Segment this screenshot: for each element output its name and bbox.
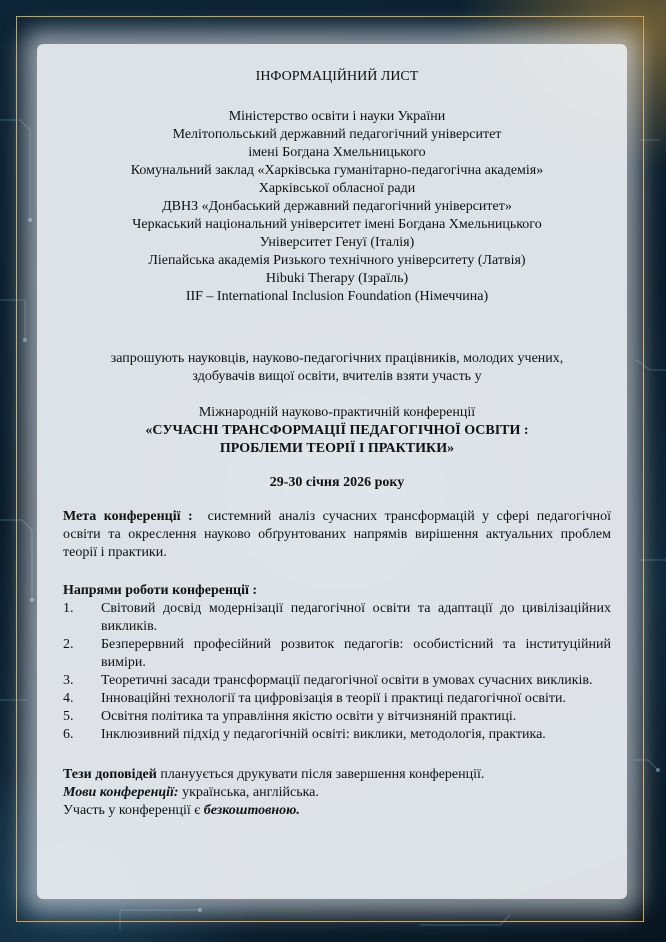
organizer-line: Ліепайська академія Ризького технічного університету (Латвія) bbox=[148, 253, 526, 268]
organizer-line: Черкаський національний університет імені Богдана Хмельницького bbox=[132, 217, 542, 232]
organizer-line: Комунальний заклад «Харківська гуманітарно-педагогічна академія» bbox=[130, 163, 544, 178]
participation-free: безкоштовною. bbox=[203, 803, 300, 818]
direction-text: Інноваційні технології та цифровізація в теорії і практиці педагогічної освіти. bbox=[101, 691, 567, 706]
organizer-line: Університет Генуї (Італія) bbox=[259, 235, 415, 250]
organizer-line: Мелітопольський державний педагогічний університет bbox=[172, 127, 502, 142]
direction-item bbox=[63, 672, 611, 690]
direction-number: 6. bbox=[63, 727, 74, 742]
direction-item bbox=[63, 690, 611, 708]
directions-title: Напрями роботи конференції : bbox=[63, 583, 258, 598]
languages-label: Мови конференції: bbox=[63, 785, 179, 800]
page-title: ІНФОРМАЦІЙНИЙ ЛИСТ bbox=[255, 69, 419, 84]
direction-text: Теоретичні засади трансформації педагогічної освіти в умовах сучасних викликів. bbox=[101, 673, 593, 688]
languages-note bbox=[63, 784, 611, 802]
organizer-line: Міністерство освіти і науки України bbox=[228, 109, 446, 124]
direction-item bbox=[63, 600, 611, 636]
direction-text: Інклюзивний підхід у педагогічній освіті: виклики, методологія, практика. bbox=[101, 727, 546, 742]
conference-name: ПРОБЛЕМИ ТЕОРІЇ І ПРАКТИКИ» bbox=[219, 441, 455, 456]
goal-label: Мета конференції : bbox=[63, 509, 193, 524]
direction-text: Безперервний професійний розвиток педагогів: особистісний та інституційний виміри. bbox=[101, 637, 611, 670]
conference-goal bbox=[63, 508, 611, 562]
direction-item bbox=[63, 708, 611, 726]
organizer-line: Харківської обласної ради bbox=[258, 181, 416, 196]
invitation-line: здобувачів вищої освіти, вчителів взяти участь у bbox=[192, 369, 482, 384]
participation-text: Участь у конференції є bbox=[63, 803, 204, 818]
organizers-list bbox=[63, 108, 611, 306]
goal-text: системний аналіз сучасних трансформацій у сфері педагогічної освіти та окреслення науково обґрунтованих напрямів вирішення актуальних проблем теорії і практики. bbox=[63, 509, 612, 560]
organizer-line: ДВНЗ «Донбаський державний педагогічний університет» bbox=[162, 199, 512, 214]
direction-item bbox=[63, 636, 611, 672]
organizer-line: Hibuki Therapy (Ізраїль) bbox=[265, 271, 409, 286]
direction-number: 3. bbox=[63, 673, 74, 688]
participation-note bbox=[63, 802, 611, 820]
direction-number: 2. bbox=[63, 637, 74, 652]
direction-text: Світовий досвід модернізації педагогічної освіти та адаптації до цивілізаційних викликів. bbox=[101, 601, 611, 634]
direction-number: 1. bbox=[63, 601, 74, 616]
invitation bbox=[63, 350, 611, 386]
direction-number: 4. bbox=[63, 691, 74, 706]
organizer-line: імені Богдана Хмельницького bbox=[248, 145, 426, 160]
theses-note bbox=[63, 766, 611, 784]
conference-name: «СУЧАСНІ ТРАНСФОРМАЦІЇ ПЕДАГОГІЧНОЇ ОСВІТИ : bbox=[145, 423, 529, 438]
invitation-line: запрошують науковців, науково-педагогічних працівників, молодих учених, bbox=[110, 351, 564, 366]
languages-text: українська, англійська. bbox=[178, 785, 319, 800]
directions-list bbox=[63, 600, 611, 744]
letter-content bbox=[63, 60, 611, 820]
conference-block bbox=[63, 404, 611, 458]
direction-number: 5. bbox=[63, 709, 74, 724]
conference-date: 29-30 січня 2026 року bbox=[269, 475, 405, 490]
conference-intro: Міжнародній науково-практичній конференції bbox=[198, 405, 476, 420]
theses-label: Тези доповідей bbox=[63, 767, 157, 782]
direction-text: Освітня політика та управління якістю освіти у вітчизняній практиці. bbox=[101, 709, 517, 724]
theses-text: плануується друкувати після завершення конференції. bbox=[156, 767, 485, 782]
organizer-line: IIF – International Inclusion Foundation (Німеччина) bbox=[185, 289, 489, 304]
footer-notes bbox=[63, 766, 611, 820]
direction-item bbox=[63, 726, 611, 744]
